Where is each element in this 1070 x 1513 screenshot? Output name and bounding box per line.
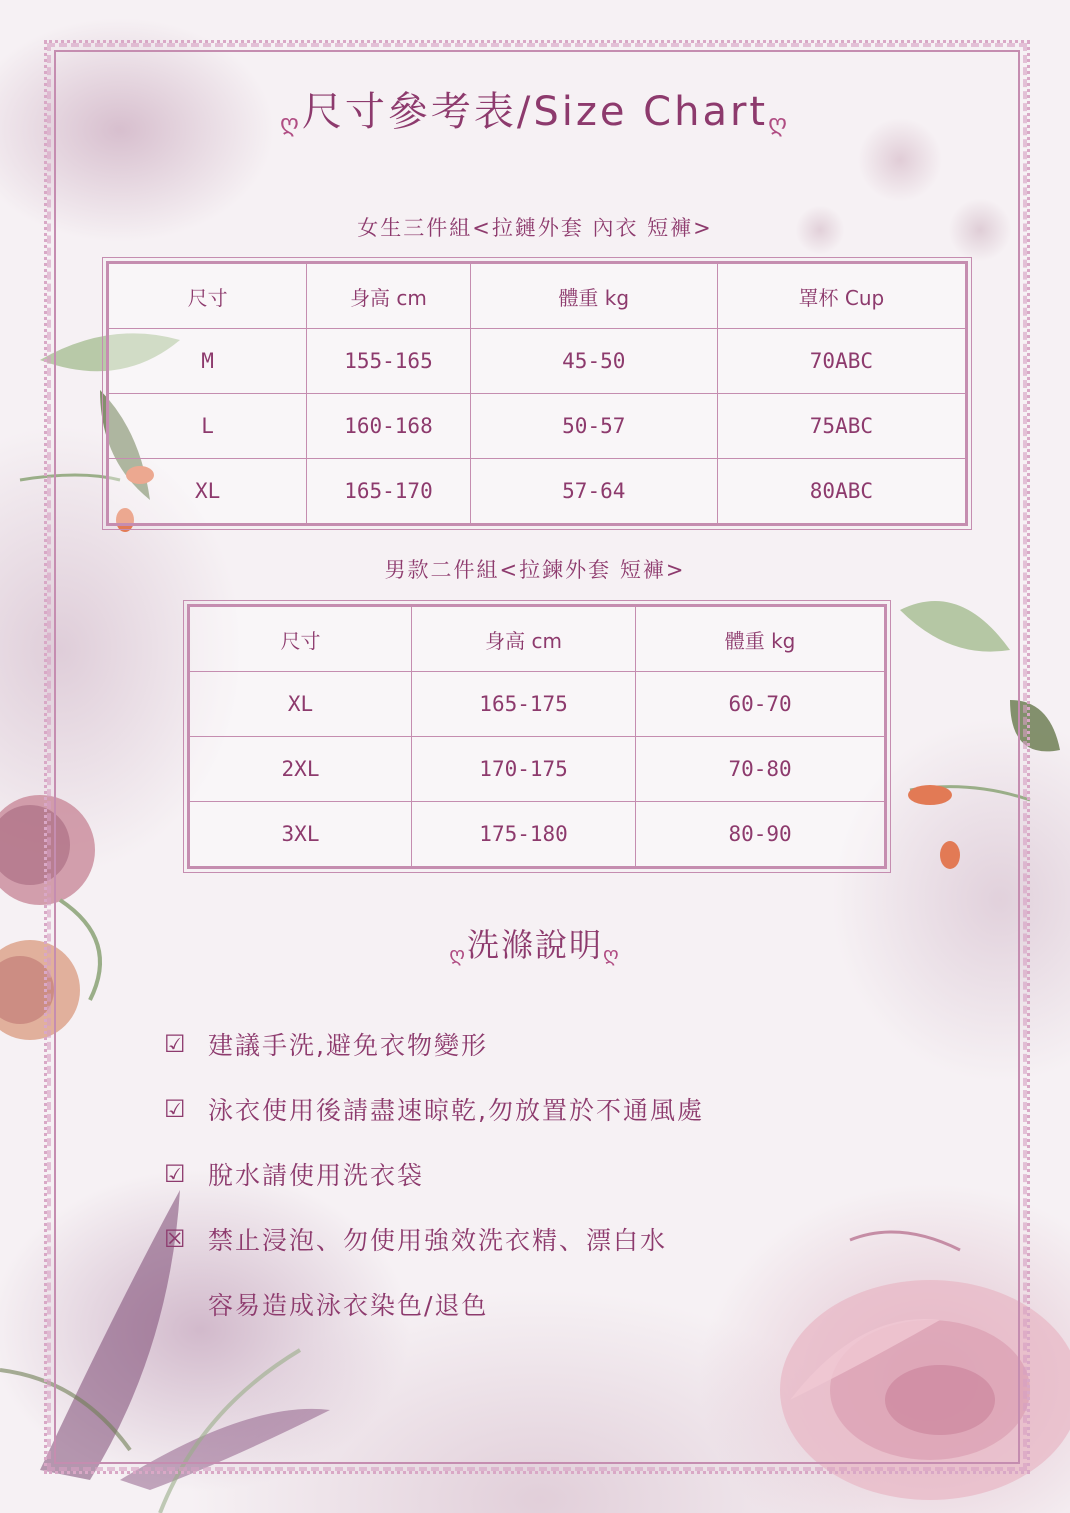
care-item xyxy=(164,1221,667,1257)
header-cell: 身高 cm xyxy=(307,263,471,329)
header-cell: 尺寸 xyxy=(189,606,412,672)
care-item xyxy=(164,1156,424,1192)
table-header-row xyxy=(108,263,967,329)
table-cell: M xyxy=(108,329,307,394)
checkbox-checked-icon: ☑ xyxy=(164,1160,188,1188)
care-item-text: 禁止浸泡、勿使用強效洗衣精、漂白水 xyxy=(208,1226,668,1255)
care-instructions-title xyxy=(0,920,1070,966)
heart-icon: ღ xyxy=(603,942,621,966)
page-title-text: 尺寸參考表/Size Chart xyxy=(301,89,769,135)
table-row xyxy=(108,394,967,459)
table-cell: 160-168 xyxy=(307,394,471,459)
heart-icon: ღ xyxy=(449,942,467,966)
header-cell: 體重 kg xyxy=(636,606,886,672)
table-cell: 2XL xyxy=(189,737,412,802)
table-cell: XL xyxy=(189,672,412,737)
checkbox-checked-icon: ☑ xyxy=(164,1095,188,1123)
table-row xyxy=(189,672,886,737)
checkbox-checked-icon: ☑ xyxy=(164,1030,188,1058)
care-item xyxy=(164,1286,488,1322)
care-item xyxy=(164,1026,488,1062)
table-cell: 80-90 xyxy=(636,802,886,868)
header-cell: 體重 kg xyxy=(470,263,717,329)
men-size-table xyxy=(187,604,887,869)
table-row xyxy=(108,329,967,394)
table-cell: 165-175 xyxy=(412,672,636,737)
women-set-subtitle: 女生三件組<拉鏈外套 內衣 短褲> xyxy=(357,216,713,240)
care-title-text: 洗滌說明 xyxy=(466,926,603,964)
care-item-text: 泳衣使用後請盡速晾乾,勿放置於不通風處 xyxy=(208,1096,704,1125)
care-item-indent xyxy=(164,1292,188,1316)
table-cell: 80ABC xyxy=(717,459,966,525)
table-cell: 170-175 xyxy=(412,737,636,802)
header-cell: 身高 cm xyxy=(412,606,636,672)
table-row xyxy=(108,459,967,525)
table-cell: 50-57 xyxy=(470,394,717,459)
table-header-row xyxy=(189,606,886,672)
table-row xyxy=(189,737,886,802)
checkbox-crossed-icon: ☒ xyxy=(164,1225,188,1253)
table-cell: 70ABC xyxy=(717,329,966,394)
table-cell: 60-70 xyxy=(636,672,886,737)
table-cell: 45-50 xyxy=(470,329,717,394)
table-row xyxy=(189,802,886,868)
care-item-text: 脫水請使用洗衣袋 xyxy=(208,1161,425,1190)
header-cell: 尺寸 xyxy=(108,263,307,329)
table-cell: 165-170 xyxy=(307,459,471,525)
table-cell: 175-180 xyxy=(412,802,636,868)
men-set-subtitle: 男款二件組<拉鍊外套 短褲> xyxy=(384,558,686,582)
table-cell: L xyxy=(108,394,307,459)
heart-icon: ღ xyxy=(280,109,302,137)
care-item-text: 建議手洗,避免衣物變形 xyxy=(208,1031,488,1060)
table-cell: 57-64 xyxy=(470,459,717,525)
table-cell: XL xyxy=(108,459,307,525)
table-cell: 70-80 xyxy=(636,737,886,802)
care-item xyxy=(164,1091,704,1127)
table-cell: 75ABC xyxy=(717,394,966,459)
header-cell: 罩杯 Cup xyxy=(717,263,966,329)
table-cell: 3XL xyxy=(189,802,412,868)
care-item-text: 容易造成泳衣染色/退色 xyxy=(208,1291,489,1320)
heart-icon: ღ xyxy=(768,109,790,137)
women-size-table xyxy=(106,261,968,526)
table-cell: 155-165 xyxy=(307,329,471,394)
page-title xyxy=(0,80,1070,137)
